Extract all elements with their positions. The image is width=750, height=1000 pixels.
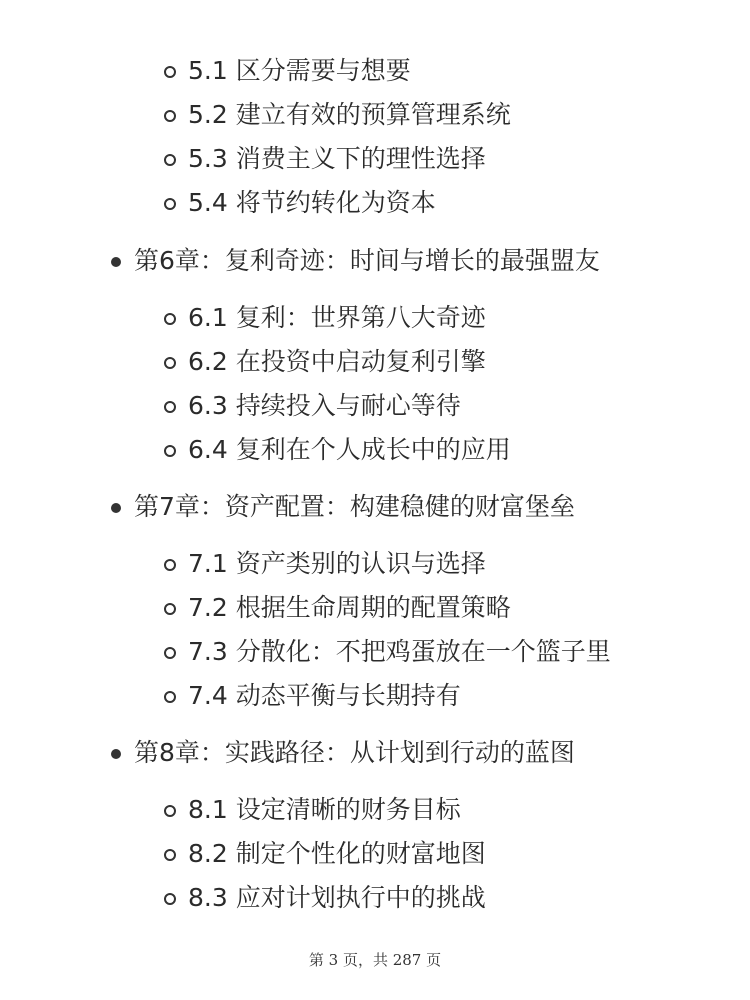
section-title: 8.3 应对计划执行中的挑战 bbox=[188, 883, 486, 912]
chapter-title: 第6章：复利奇迹：时间与增长的最强盟友 bbox=[134, 246, 600, 275]
section-title: 8.2 制定个性化的财富地图 bbox=[188, 839, 486, 868]
hollow-bullet-icon bbox=[164, 154, 176, 166]
hollow-bullet-icon bbox=[164, 647, 176, 659]
filled-bullet-icon bbox=[111, 503, 121, 513]
section-title: 5.2 建立有效的预算管理系统 bbox=[188, 100, 511, 129]
section-title: 5.1 区分需要与想要 bbox=[188, 56, 411, 85]
chapter-title: 第7章：资产配置：构建稳健的财富堡垒 bbox=[134, 492, 575, 521]
hollow-bullet-icon bbox=[164, 603, 176, 615]
page-footer: 第 3 页，共 287 页 bbox=[308, 951, 442, 969]
section-title: 6.3 持续投入与耐心等待 bbox=[188, 391, 461, 420]
hollow-bullet-icon bbox=[164, 805, 176, 817]
section-title: 7.2 根据生命周期的配置策略 bbox=[188, 593, 511, 622]
hollow-bullet-icon bbox=[164, 313, 176, 325]
hollow-bullet-icon bbox=[164, 198, 176, 210]
section-title: 6.2 在投资中启动复利引擎 bbox=[188, 347, 486, 376]
filled-bullet-icon bbox=[111, 257, 121, 267]
section-title: 8.1 设定清晰的财务目标 bbox=[188, 795, 461, 824]
filled-bullet-icon bbox=[111, 749, 121, 759]
hollow-bullet-icon bbox=[164, 110, 176, 122]
hollow-bullet-icon bbox=[164, 849, 176, 861]
section-title: 5.3 消费主义下的理性选择 bbox=[188, 144, 486, 173]
hollow-bullet-icon bbox=[164, 357, 176, 369]
hollow-bullet-icon bbox=[164, 401, 176, 413]
section-title: 7.3 分散化：不把鸡蛋放在一个篮子里 bbox=[188, 637, 611, 666]
section-title: 7.4 动态平衡与长期持有 bbox=[188, 681, 461, 710]
section-title: 6.4 复利在个人成长中的应用 bbox=[188, 435, 511, 464]
hollow-bullet-icon bbox=[164, 559, 176, 571]
chapter-title: 第8章：实践路径：从计划到行动的蓝图 bbox=[134, 738, 575, 767]
hollow-bullet-icon bbox=[164, 445, 176, 457]
hollow-bullet-icon bbox=[164, 66, 176, 78]
hollow-bullet-icon bbox=[164, 893, 176, 905]
section-title: 7.1 资产类别的认识与选择 bbox=[188, 549, 486, 578]
hollow-bullet-icon bbox=[164, 691, 176, 703]
section-title: 6.1 复利：世界第八大奇迹 bbox=[188, 303, 486, 332]
section-title: 5.4 将节约转化为资本 bbox=[188, 188, 436, 217]
